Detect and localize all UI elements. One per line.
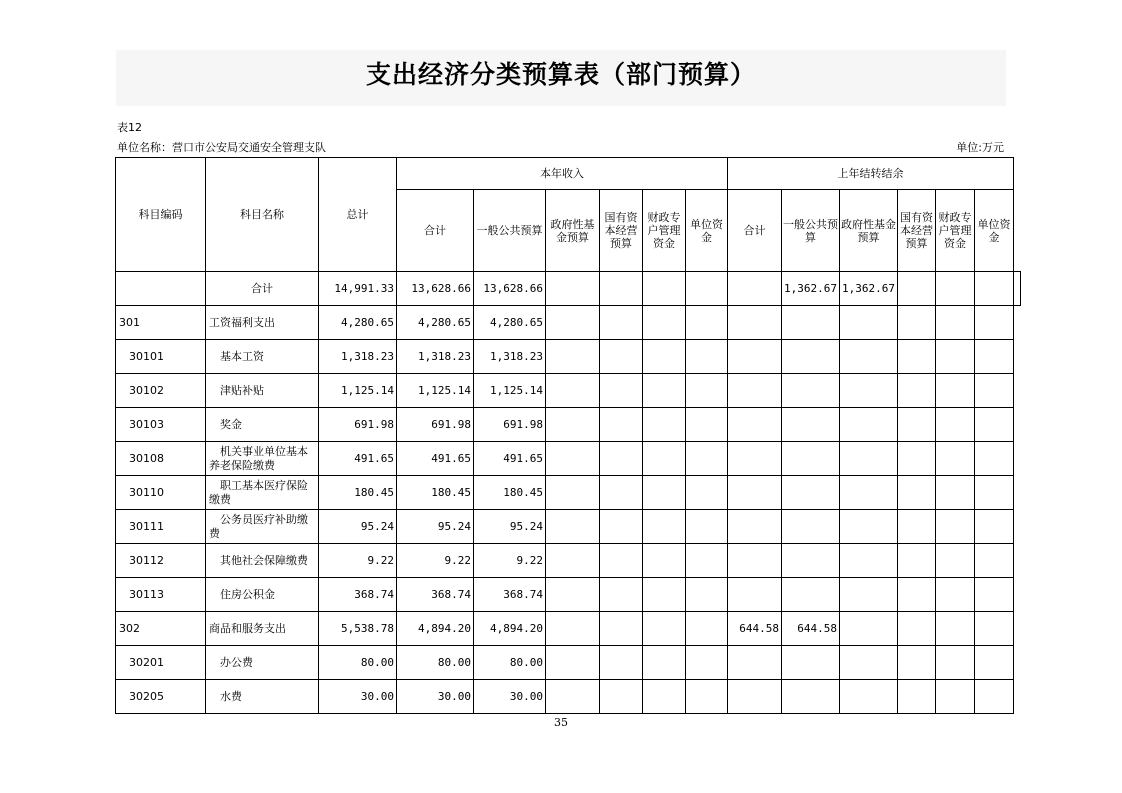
row-total: 368.74 [319, 578, 397, 612]
row-carry-general-budget: 644.58 [782, 612, 840, 646]
row-fiscal-special [643, 374, 686, 408]
row-name: 商品和服务支出 [206, 612, 319, 646]
row-total: 95.24 [319, 510, 397, 544]
row-state-capital [600, 544, 643, 578]
page-title: 支出经济分类预算表（部门预算） [365, 60, 756, 89]
row-name: 办公费 [206, 646, 319, 680]
row-carry-fiscal-special [935, 442, 974, 476]
table-row [116, 544, 1021, 578]
row-gov-fund [546, 578, 600, 612]
row-carry-fiscal-special [935, 578, 974, 612]
row-code: 30201 [116, 646, 206, 680]
row-carry-state-capital [897, 578, 935, 612]
row-general-budget: 691.98 [474, 408, 546, 442]
row-total: 9.22 [319, 544, 397, 578]
row-general-budget: 80.00 [474, 646, 546, 680]
row-name: 水费 [206, 680, 319, 714]
summary-row [116, 272, 1021, 306]
table-number: 表12 [117, 121, 142, 134]
row-name: 机关事业单位基本养老保险缴费 [206, 442, 319, 476]
row-carry-subtotal [728, 306, 782, 340]
row-code: 30205 [116, 680, 206, 714]
row-carry-subtotal: 644.58 [728, 612, 782, 646]
row-general-budget: 491.65 [474, 442, 546, 476]
row-carry-fiscal-special [935, 646, 974, 680]
row-fiscal-special [643, 680, 686, 714]
row-carry-subtotal [728, 510, 782, 544]
row-carry-state-capital [897, 510, 935, 544]
row-total: 1,318.23 [319, 340, 397, 374]
row-general-budget: 180.45 [474, 476, 546, 510]
row-general-budget: 30.00 [474, 680, 546, 714]
row-carry-general-budget [782, 544, 840, 578]
row-carry-gov-fund [839, 374, 897, 408]
row-fiscal-special [643, 612, 686, 646]
row-carry-general-budget [782, 510, 840, 544]
row-name: 奖金 [206, 408, 319, 442]
row-carry-gov-fund [839, 306, 897, 340]
row-gov-fund [546, 646, 600, 680]
row-gov-fund [546, 612, 600, 646]
row-gov-fund [546, 408, 600, 442]
header-code: 科目编码 [116, 158, 206, 272]
row-gov-fund [546, 442, 600, 476]
row-code: 302 [116, 612, 206, 646]
row-general-budget: 1,318.23 [474, 340, 546, 374]
row-state-capital [600, 340, 643, 374]
table-row [116, 374, 1021, 408]
header-name: 科目名称 [206, 158, 319, 272]
row-unit-fund [686, 306, 728, 340]
row-carry-general-budget [782, 476, 840, 510]
row-state-capital [600, 612, 643, 646]
row-name: 其他社会保障缴费 [206, 544, 319, 578]
table-row [116, 476, 1021, 510]
row-state-capital [600, 306, 643, 340]
row-carry-gov-fund [839, 408, 897, 442]
unit-label: 单位:万元 [956, 141, 1004, 154]
row-carry-subtotal [728, 646, 782, 680]
row-unit-fund [686, 442, 728, 476]
page-number: 35 [554, 716, 568, 729]
row-carry-unit-fund [974, 476, 1013, 510]
summary-carry-subtotal: 1,362.67 [782, 272, 840, 306]
header-carry-gov-fund: 政府性基金预算 [839, 190, 897, 272]
table-row [116, 340, 1021, 374]
row-general-budget: 9.22 [474, 544, 546, 578]
row-carry-state-capital [897, 680, 935, 714]
row-carry-state-capital [897, 476, 935, 510]
row-subtotal: 95.24 [397, 510, 474, 544]
row-subtotal: 1,318.23 [397, 340, 474, 374]
header-carryover: 上年结转结余 [728, 158, 1014, 190]
row-total: 491.65 [319, 442, 397, 476]
row-state-capital [600, 442, 643, 476]
row-carry-subtotal [728, 340, 782, 374]
summary-general-budget: 13,628.66 [474, 272, 546, 306]
budget-table [115, 157, 1021, 714]
row-subtotal: 368.74 [397, 578, 474, 612]
row-total: 1,125.14 [319, 374, 397, 408]
header-unit-fund: 单位资金 [686, 190, 728, 272]
row-unit-fund [686, 340, 728, 374]
row-carry-gov-fund [839, 680, 897, 714]
row-subtotal: 180.45 [397, 476, 474, 510]
row-carry-gov-fund [839, 476, 897, 510]
row-carry-gov-fund [839, 612, 897, 646]
row-carry-unit-fund [974, 680, 1013, 714]
row-unit-fund [686, 646, 728, 680]
row-code: 30113 [116, 578, 206, 612]
table-row [116, 510, 1021, 544]
row-carry-unit-fund [974, 408, 1013, 442]
row-carry-unit-fund [974, 306, 1013, 340]
row-general-budget: 4,894.20 [474, 612, 546, 646]
row-fiscal-special [643, 544, 686, 578]
row-subtotal: 30.00 [397, 680, 474, 714]
row-subtotal: 1,125.14 [397, 374, 474, 408]
row-total: 180.45 [319, 476, 397, 510]
row-carry-unit-fund [974, 578, 1013, 612]
table-row [116, 646, 1021, 680]
row-state-capital [600, 646, 643, 680]
row-unit-fund [686, 544, 728, 578]
row-code: 30112 [116, 544, 206, 578]
row-gov-fund [546, 306, 600, 340]
row-total: 691.98 [319, 408, 397, 442]
row-subtotal: 4,894.20 [397, 612, 474, 646]
row-general-budget: 4,280.65 [474, 306, 546, 340]
row-state-capital [600, 510, 643, 544]
row-gov-fund [546, 544, 600, 578]
row-state-capital [600, 680, 643, 714]
row-carry-subtotal [728, 374, 782, 408]
row-general-budget: 368.74 [474, 578, 546, 612]
row-carry-state-capital [897, 340, 935, 374]
row-code: 30110 [116, 476, 206, 510]
row-carry-unit-fund [974, 340, 1013, 374]
row-carry-subtotal [728, 680, 782, 714]
row-unit-fund [686, 680, 728, 714]
header-subtotal: 合计 [397, 190, 474, 272]
row-fiscal-special [643, 646, 686, 680]
row-state-capital [600, 476, 643, 510]
row-subtotal: 4,280.65 [397, 306, 474, 340]
row-carry-state-capital [897, 544, 935, 578]
row-carry-unit-fund [974, 510, 1013, 544]
row-carry-subtotal [728, 544, 782, 578]
row-carry-general-budget [782, 578, 840, 612]
header-carry-fiscal-special: 财政专户管理资金 [935, 190, 974, 272]
row-carry-state-capital [897, 306, 935, 340]
row-subtotal: 491.65 [397, 442, 474, 476]
row-carry-general-budget [782, 442, 840, 476]
row-carry-general-budget [782, 340, 840, 374]
row-carry-state-capital [897, 374, 935, 408]
row-carry-subtotal [728, 476, 782, 510]
row-name: 公务员医疗补助缴费 [206, 510, 319, 544]
row-carry-fiscal-special [935, 510, 974, 544]
row-code: 301 [116, 306, 206, 340]
header-carry-subtotal: 合计 [728, 190, 782, 272]
row-name: 职工基本医疗保险缴费 [206, 476, 319, 510]
row-name: 基本工资 [206, 340, 319, 374]
row-carry-subtotal [728, 578, 782, 612]
row-code: 30103 [116, 408, 206, 442]
row-fiscal-special [643, 578, 686, 612]
row-carry-general-budget [782, 374, 840, 408]
row-carry-general-budget [782, 680, 840, 714]
row-carry-gov-fund [839, 544, 897, 578]
row-name: 工资福利支出 [206, 306, 319, 340]
row-fiscal-special [643, 442, 686, 476]
row-gov-fund [546, 510, 600, 544]
row-fiscal-special [643, 476, 686, 510]
row-total: 4,280.65 [319, 306, 397, 340]
row-carry-fiscal-special [935, 544, 974, 578]
row-fiscal-special [643, 510, 686, 544]
header-state-capital: 国有资本经营预算 [600, 190, 643, 272]
row-carry-unit-fund [974, 442, 1013, 476]
row-gov-fund [546, 476, 600, 510]
row-name: 津贴补贴 [206, 374, 319, 408]
row-carry-subtotal [728, 408, 782, 442]
header-gov-fund: 政府性基金预算 [546, 190, 600, 272]
row-unit-fund [686, 510, 728, 544]
table-row [116, 680, 1021, 714]
row-carry-fiscal-special [935, 340, 974, 374]
summary-carry-general-budget: 1,362.67 [839, 272, 897, 306]
row-carry-fiscal-special [935, 306, 974, 340]
row-fiscal-special [643, 340, 686, 374]
row-code: 30101 [116, 340, 206, 374]
summary-total: 14,991.33 [319, 272, 397, 306]
row-total: 5,538.78 [319, 612, 397, 646]
table-row [116, 442, 1021, 476]
header-fiscal-special: 财政专户管理资金 [643, 190, 686, 272]
row-fiscal-special [643, 306, 686, 340]
table-row [116, 408, 1021, 442]
row-carry-unit-fund [974, 612, 1013, 646]
row-unit-fund [686, 578, 728, 612]
row-carry-gov-fund [839, 510, 897, 544]
row-carry-fiscal-special [935, 680, 974, 714]
row-carry-general-budget [782, 646, 840, 680]
table-row [116, 578, 1021, 612]
table-row [116, 306, 1021, 340]
row-carry-subtotal [728, 442, 782, 476]
row-carry-fiscal-special [935, 476, 974, 510]
row-carry-gov-fund [839, 578, 897, 612]
row-gov-fund [546, 680, 600, 714]
row-carry-state-capital [897, 612, 935, 646]
row-general-budget: 1,125.14 [474, 374, 546, 408]
row-state-capital [600, 578, 643, 612]
table-row [116, 612, 1021, 646]
row-carry-fiscal-special [935, 408, 974, 442]
header-carry-general-budget: 一般公共预算 [782, 190, 840, 272]
row-state-capital [600, 374, 643, 408]
row-carry-unit-fund [974, 374, 1013, 408]
row-carry-gov-fund [839, 340, 897, 374]
row-code: 30111 [116, 510, 206, 544]
row-unit-fund [686, 476, 728, 510]
row-code: 30108 [116, 442, 206, 476]
row-carry-fiscal-special [935, 374, 974, 408]
header-carry-unit-fund: 单位资金 [974, 190, 1013, 272]
row-subtotal: 9.22 [397, 544, 474, 578]
row-name: 住房公积金 [206, 578, 319, 612]
row-general-budget: 95.24 [474, 510, 546, 544]
row-gov-fund [546, 340, 600, 374]
header-general-budget: 一般公共预算 [474, 190, 546, 272]
row-gov-fund [546, 374, 600, 408]
row-code: 30102 [116, 374, 206, 408]
row-carry-state-capital [897, 646, 935, 680]
row-subtotal: 691.98 [397, 408, 474, 442]
row-state-capital [600, 408, 643, 442]
unit-name: 单位名称：营口市公安局交通安全管理支队 [117, 141, 326, 154]
row-carry-unit-fund [974, 646, 1013, 680]
row-carry-general-budget [782, 408, 840, 442]
row-carry-fiscal-special [935, 612, 974, 646]
row-carry-state-capital [897, 408, 935, 442]
header-total: 总计 [319, 158, 397, 272]
header-carry-state-capital: 国有资本经营预算 [897, 190, 935, 272]
row-total: 30.00 [319, 680, 397, 714]
row-carry-gov-fund [839, 646, 897, 680]
summary-subtotal: 13,628.66 [397, 272, 474, 306]
row-fiscal-special [643, 408, 686, 442]
row-carry-state-capital [897, 442, 935, 476]
row-total: 80.00 [319, 646, 397, 680]
row-carry-gov-fund [839, 442, 897, 476]
row-carry-general-budget [782, 306, 840, 340]
header-current-income: 本年收入 [397, 158, 728, 190]
summary-label: 合计 [206, 272, 319, 306]
row-subtotal: 80.00 [397, 646, 474, 680]
row-unit-fund [686, 612, 728, 646]
row-unit-fund [686, 374, 728, 408]
row-carry-unit-fund [974, 544, 1013, 578]
row-unit-fund [686, 408, 728, 442]
